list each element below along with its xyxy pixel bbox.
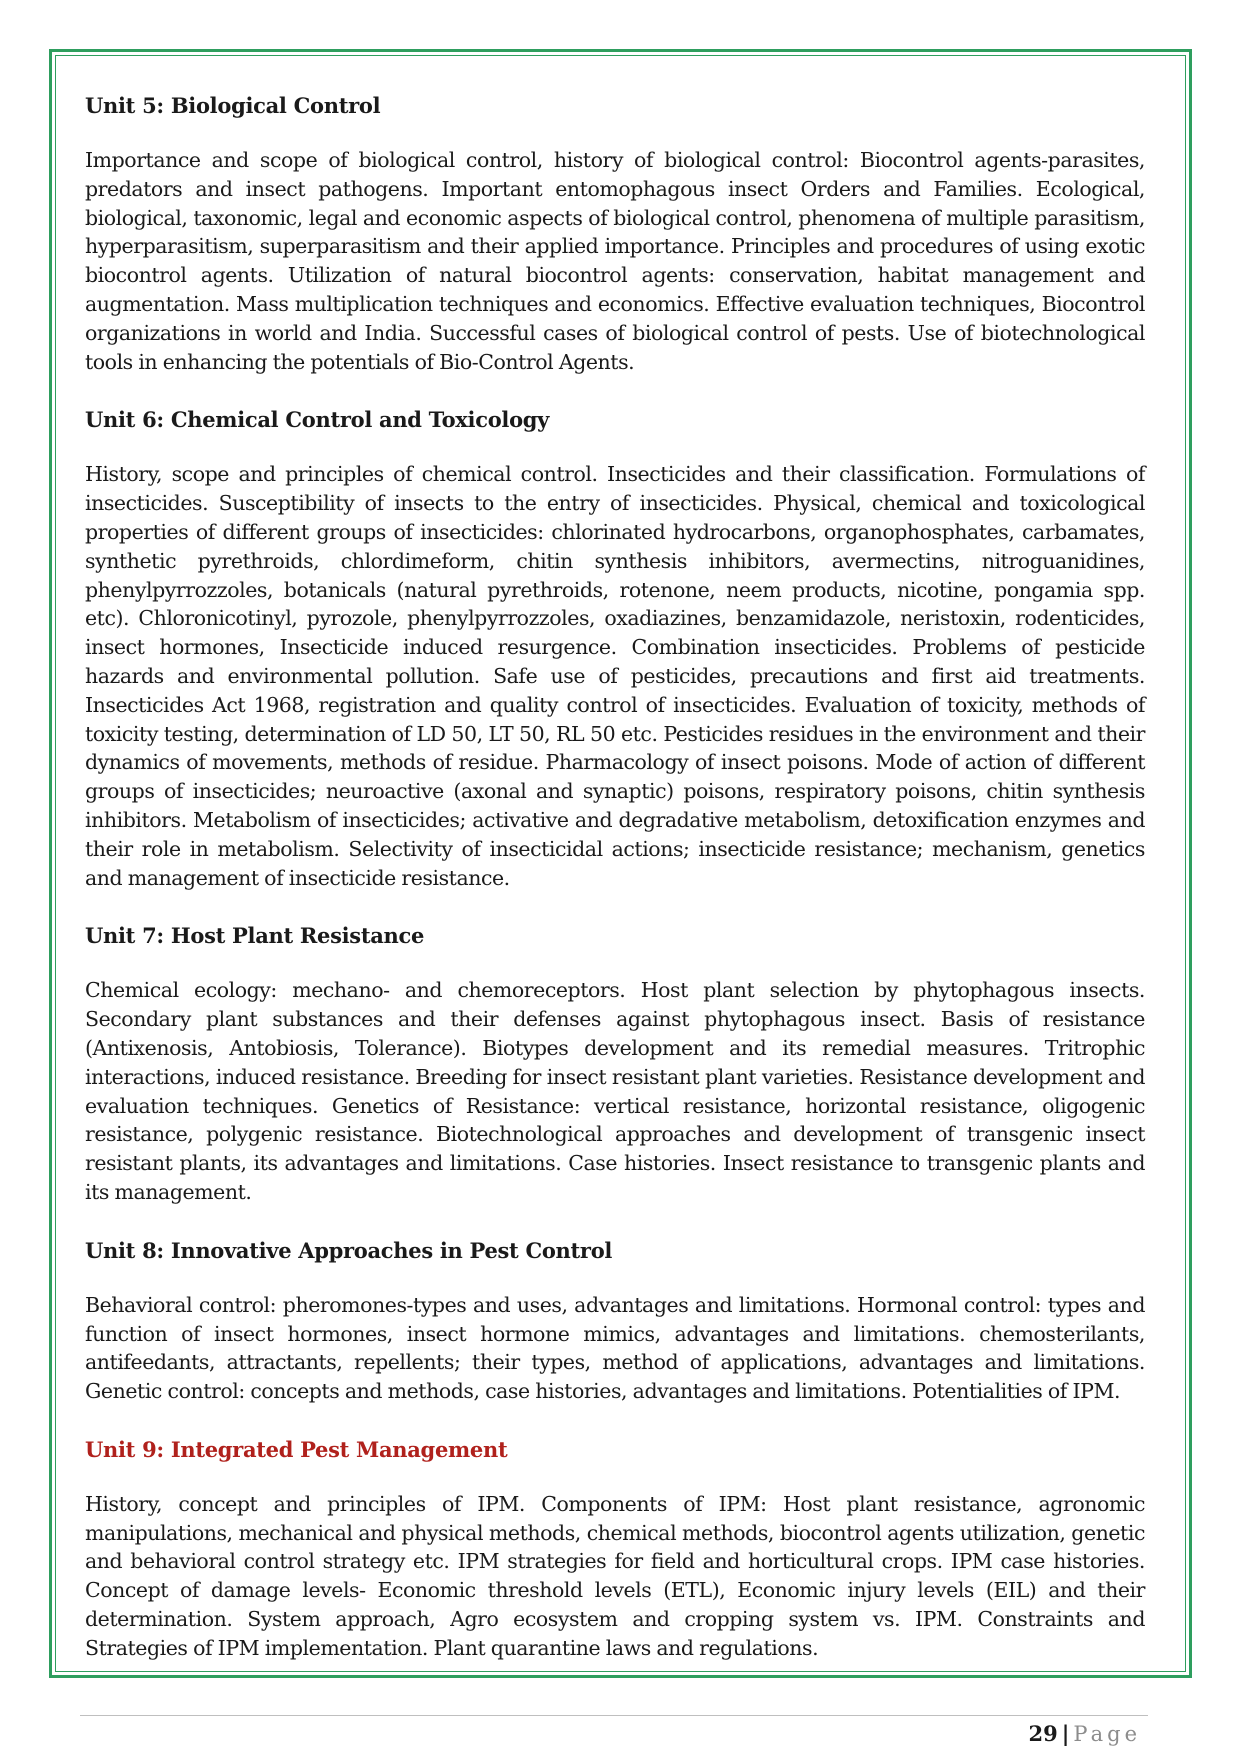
unit-8-body: Behavioral control: pheromones-types and uses, advantages and limitations. Hormonal control: types and function of insect hormones, insect hormone mimics, advantages and limitations. chemosterilants, antifeedants, attractants, repellents; their types, method of applications, advantages and limitations. Genetic control: concepts and methods, case histories, advantages and limitations. Potentialities of IPM. xyxy=(85,1292,1145,1404)
unit-5-section xyxy=(85,92,1145,376)
page-label: Page xyxy=(1073,1722,1141,1746)
unit-6-section xyxy=(85,406,1145,892)
unit-6-body: History, scope and principles of chemical control. Insecticides and their classification. Formulations of insecticides. Susceptibility of insects to the entry of insecticides. Physical, chemical and toxicological properties of different groups of insecticides: chlorinated hydrocarbons, organophosphates, carbamates, synthetic pyrethroids, chlordimeform, chitin synthesis inhibitors, avermectins, nitroguanidines, phenylpyrrozzoles, botanicals (natural pyrethroids, rotenone, neem products, nicotine, pongamia spp. etc). Chloronicotinyl, pyrozole, phenylpyrrozzoles, oxadiazines, benzamidazole, neristoxin, rodenticides, insect hormones, Insecticide induced resurgence. Combination insecticides. Problems of pesticide hazards and environmental pollution. Safe use of pesticides, precautions and first aid treatments. Insecticides Act 1968, registration and quality control of insecticides. Evaluation of toxicity, methods of toxicity testing, determination of LD 50, LT 50, RL 50 etc. Pesticides residues in the environment and their dynamics of movements, methods of residue. Pharmacology of insect poisons. Mode of action of different groups of insecticides; neuroactive (axonal and synaptic) poisons, respiratory poisons, chitin synthesis inhibitors. Metabolism of insecticides; activative and degradative metabolism, detoxification enzymes and their role in metabolism. Selectivity of insecticidal actions; insecticide resistance; mechanism, genetics and management of insecticide resistance. xyxy=(85,462,1145,890)
unit-8-section xyxy=(85,1237,1145,1406)
page-footer xyxy=(1029,1720,1141,1748)
unit-7-section xyxy=(85,922,1145,1206)
unit-9-body: History, concept and principles of IPM. Components of IPM: Host plant resistance, agronomic manipulations, mechanical and physical methods, chemical methods, biocontrol agents utilization, genetic and behavioral control strategy etc. IPM strategies for field and horticultural crops. IPM case histories. Concept of damage levels- Economic threshold levels (ETL), Economic injury levels (EIL) and their determination. System approach, Agro ecosystem and cropping system vs. IPM. Constraints and Strategies of IPM implementation. Plant quarantine laws and regulations. xyxy=(85,1491,1145,1660)
unit-5-body: Importance and scope of biological control, history of biological control: Biocontrol agents-parasites, predators and insect pathogens. Important entomophagous insect Orders and Families. Ecological, biological, taxonomic, legal and economic aspects of biological control, phenomena of multiple parasitism, hyperparasitism, superparasitism and their applied importance. Principles and procedures of using exotic biocontrol agents. Utilization of natural biocontrol agents: conservation, habitat management and augmentation. Mass multiplication techniques and economics. Effective evaluation techniques, Biocontrol organizations in world and India. Successful cases of biological control of pests. Use of biotechnological tools in enhancing the potentials of Bio-Control Agents. xyxy=(85,148,1145,374)
unit-9-heading: Unit 9: Integrated Pest Management xyxy=(85,1436,508,1462)
unit-7-heading: Unit 7: Host Plant Resistance xyxy=(85,923,425,949)
unit-9-section xyxy=(85,1436,1145,1663)
unit-7-body: Chemical ecology: mechano- and chemoreceptors. Host plant selection by phytophagous insects. Secondary plant substances and their defenses against phytophagous insect. Basis of resistance (Antixenosis, Antobiosis, Tolerance). Biotypes development and its remedial measures. Tritrophic interactions, induced resistance. Breeding for insect resistant plant varieties. Resistance development and evaluation techniques. Genetics of Resistance: vertical resistance, horizontal resistance, oligogenic resistance, polygenic resistance. Biotechnological approaches and development of transgenic insect resistant plants, its advantages and limitations. Case histories. Insect resistance to transgenic plants and its management. xyxy=(85,978,1145,1204)
page-separator: | xyxy=(1061,1721,1070,1746)
unit-6-heading: Unit 6: Chemical Control and Toxicology xyxy=(85,407,550,433)
unit-5-heading: Unit 5: Biological Control xyxy=(85,93,381,118)
footer-divider xyxy=(80,1715,1148,1716)
document-content xyxy=(85,92,1145,1693)
page-number: 29 xyxy=(1028,1721,1058,1746)
unit-8-heading: Unit 8: Innovative Approaches in Pest Control xyxy=(85,1237,613,1263)
